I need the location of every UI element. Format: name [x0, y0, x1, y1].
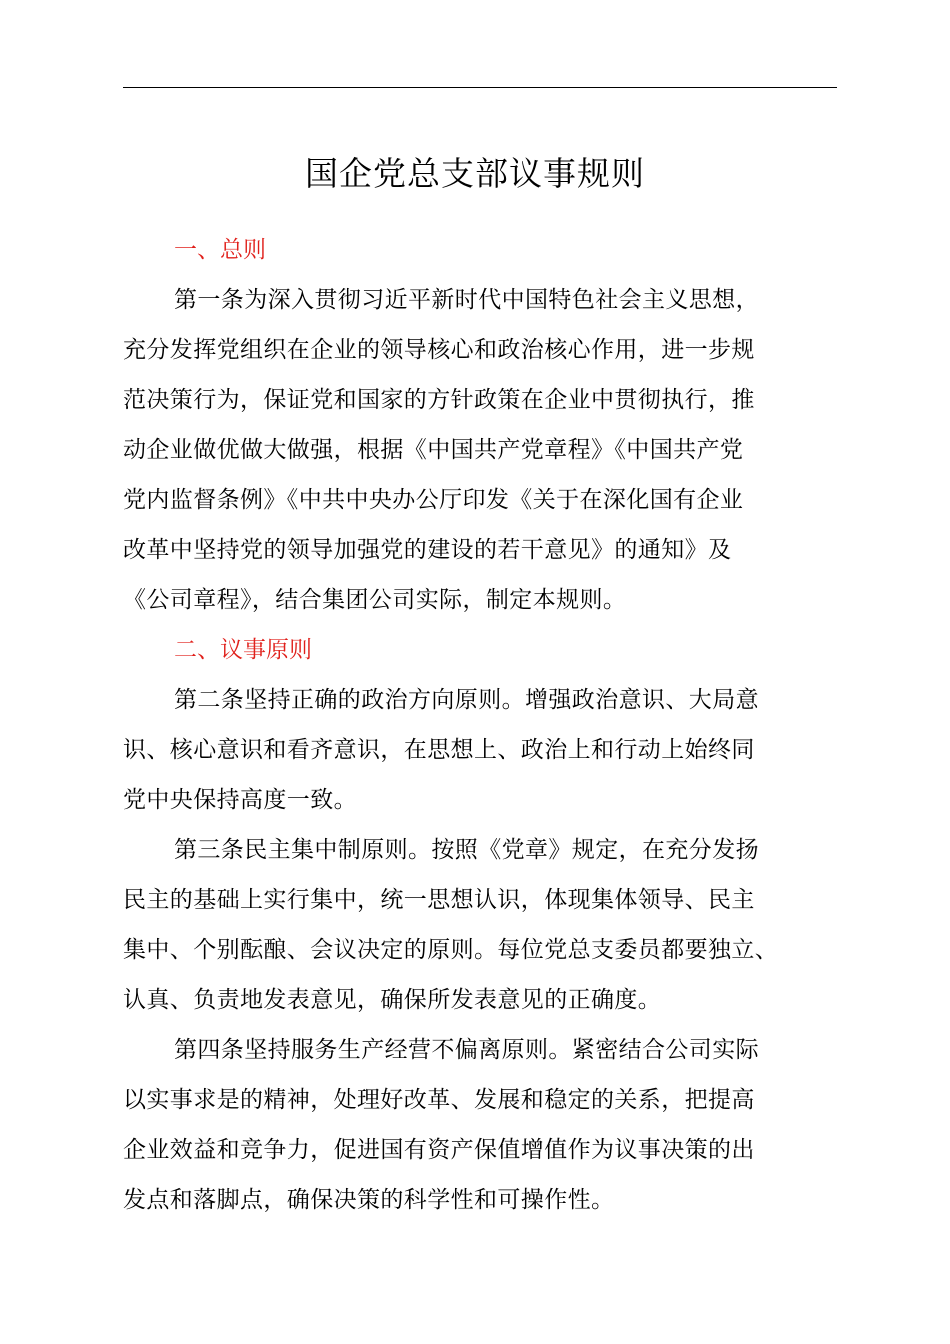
paragraph-line: 集中、个别酝酿、会议决定的原则。每位党总支委员都要独立、: [123, 937, 779, 963]
document-title: 国企党总支部议事规则: [305, 154, 645, 193]
section-heading: 一、总则: [174, 237, 266, 263]
paragraph-line: 民主的基础上实行集中，统一思想认识，体现集体领导、民主: [123, 887, 755, 913]
paragraph-line: 第三条民主集中制原则。按照《党章》规定，在充分发扬: [174, 837, 759, 863]
paragraph-line: 充分发挥党组织在企业的领导核心和政治核心作用，进一步规: [123, 337, 755, 363]
paragraph-line: 动企业做优做大做强，根据《中国共产党章程》《中国共产党: [123, 437, 744, 463]
paragraph-line: 改革中坚持党的领导加强党的建设的若干意见》的通知》及: [123, 537, 732, 563]
header-rule: [123, 87, 837, 88]
paragraph-line: 范决策行为，保证党和国家的方针政策在企业中贯彻执行，推: [123, 387, 755, 413]
paragraph: [123, 275, 863, 625]
paragraph-line: 认真、负责地发表意见，确保所发表意见的正确度。: [123, 987, 662, 1013]
paragraph-line: 第一条为深入贯彻习近平新时代中国特色社会主义思想，: [174, 287, 759, 313]
section-heading: 二、议事原则: [174, 637, 312, 663]
paragraph-line: 企业效益和竞争力，促进国有资产保值增值作为议事决策的出: [123, 1137, 755, 1163]
paragraph: [123, 825, 863, 1025]
paragraph-line: 发点和落脚点，确保决策的科学性和可操作性。: [123, 1187, 615, 1213]
paragraph-line: 《公司章程》，结合集团公司实际，制定本规则。: [123, 587, 627, 613]
paragraph-line: 党内监督条例》《中共中央办公厅印发《关于在深化国有企业: [123, 487, 744, 513]
paragraph: [123, 1025, 863, 1225]
paragraph-line: 识、核心意识和看齐意识，在思想上、政治上和行动上始终同: [123, 737, 755, 763]
paragraph-line: 以实事求是的精神，处理好改革、发展和稳定的关系，把提高: [123, 1087, 755, 1113]
paragraph-line: 第四条坚持服务生产经营不偏离原则。紧密结合公司实际: [174, 1037, 759, 1063]
paragraph: [123, 675, 863, 825]
document-body: [123, 225, 863, 1225]
paragraph-line: 党中央保持高度一致。: [123, 787, 357, 813]
paragraph-line: 第二条坚持正确的政治方向原则。增强政治意识、大局意: [174, 687, 759, 713]
